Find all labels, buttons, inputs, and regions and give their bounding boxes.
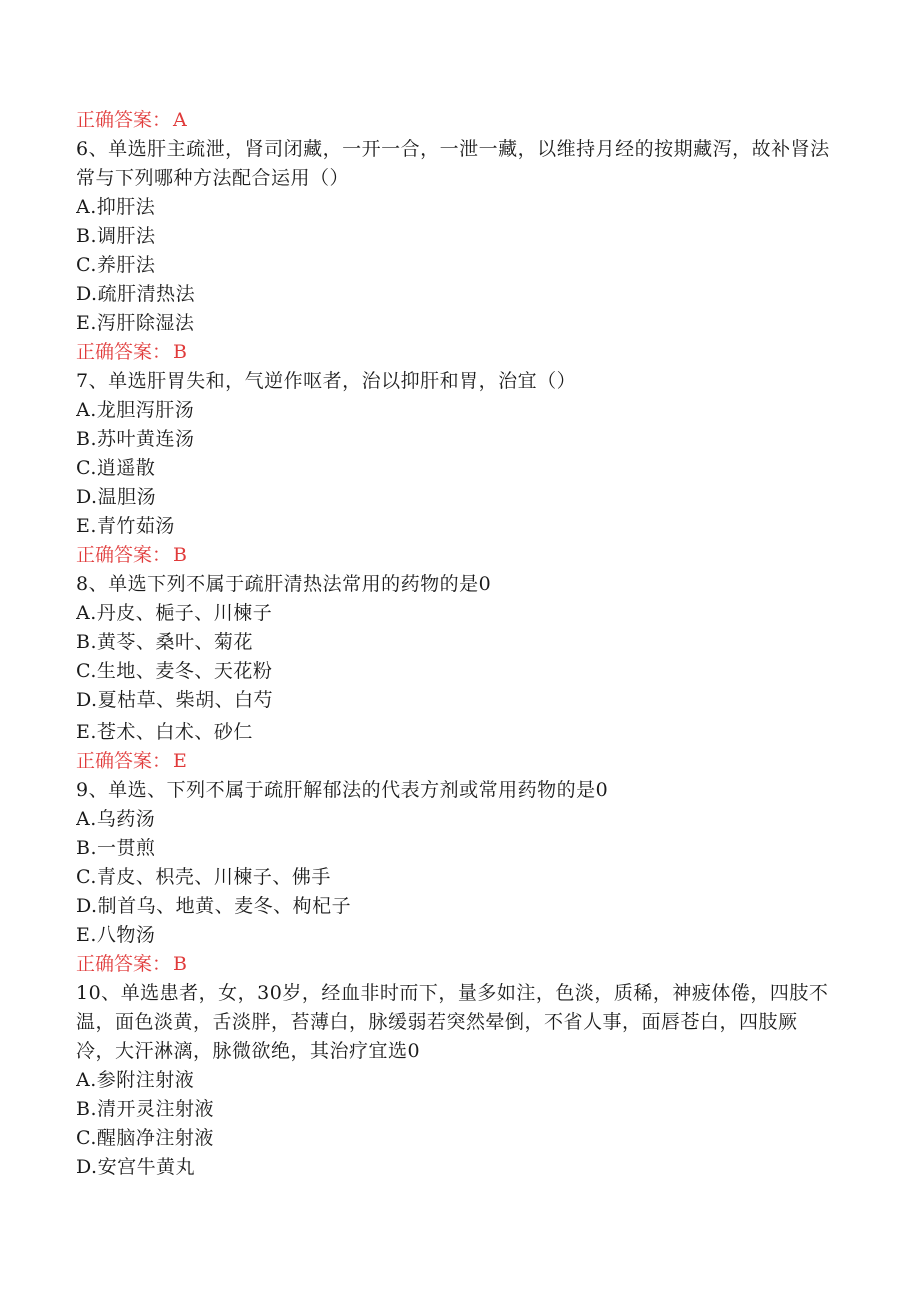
answer-value: B [173, 341, 187, 363]
answer-line [76, 338, 836, 367]
option-a: A.参附注射液 [76, 1069, 195, 1091]
question-8: 8、单选下列不属于疏肝清热法常用的药物的是0 [76, 573, 492, 595]
answer-label: 正确答案： [76, 109, 172, 131]
question-7: 7、单选肝胃失和，气逆作呕者，治以抑肝和胃，治宜（） [76, 370, 577, 392]
option-b: B.清开灵注射液 [76, 1098, 215, 1120]
question-6: 6、单选肝主疏泄，肾司闭藏，一开一合，一泄一藏，以维持月经的按期藏泻，故补肾法常与下列哪种方法配合运用（） [76, 138, 830, 189]
option-e: E.泻肝除湿法 [76, 312, 195, 334]
answer-label: 正确答案： [76, 750, 172, 772]
option-d: D.夏枯草、柴胡、白芍 [76, 689, 274, 711]
option-c: C.养肝法 [76, 254, 156, 276]
answer-label: 正确答案： [76, 544, 172, 566]
question-9: 9、单选、下列不属于疏肝解郁法的代表方剂或常用药物的是0 [76, 779, 609, 801]
option-b: B.一贯煎 [76, 837, 156, 859]
option-d: D.温胆汤 [76, 486, 157, 508]
option-e: E.苍术、白术、砂仁 [76, 721, 253, 743]
option-c: C.逍遥散 [76, 457, 156, 479]
answer-value: A [173, 109, 187, 131]
option-c: C.青皮、枳壳、川楝子、佛手 [76, 866, 331, 888]
option-a: A.丹皮、梔子、川楝子 [76, 602, 273, 624]
answer-line [76, 106, 836, 135]
exam-page [76, 106, 836, 1182]
option-a: A.抑肝法 [76, 196, 156, 218]
answer-line [76, 950, 836, 979]
option-b: B.苏叶黄连汤 [76, 428, 195, 450]
option-c: C.生地、麦冬、天花粉 [76, 660, 273, 682]
answer-line [76, 541, 836, 570]
answer-value: E [173, 750, 187, 772]
answer-line [76, 747, 836, 776]
answer-label: 正确答案： [76, 341, 172, 363]
option-a: A.龙胆泻肝汤 [76, 399, 195, 421]
option-d: D.制首乌、地黄、麦冬、枸杞子 [76, 895, 352, 917]
answer-label: 正确答案： [76, 953, 172, 975]
option-d: D.安宫牛黄丸 [76, 1156, 196, 1178]
answer-value: B [173, 544, 187, 566]
option-b: B.黄苓、桑叶、菊花 [76, 631, 254, 653]
option-c: C.醒脑净注射液 [76, 1127, 214, 1149]
option-a: A.乌药汤 [76, 808, 156, 830]
option-b: B.调肝法 [76, 225, 156, 247]
option-e: E.青竹茹汤 [76, 515, 175, 537]
option-d: D.疏肝清热法 [76, 283, 196, 305]
option-e: E.八物汤 [76, 924, 156, 946]
answer-value: B [173, 953, 187, 975]
question-10: 10、单选患者，女，30岁，经血非时而下，量多如注，色淡，质稀，神疲体倦，四肢不温，面色淡黄，舌淡胖，苔薄白，脉缓弱若突然晕倒，不省人事，面唇苍白，四肢厥冷，大汗淋漓，脉微欲绝，其治疗宜选0 [76, 982, 829, 1062]
